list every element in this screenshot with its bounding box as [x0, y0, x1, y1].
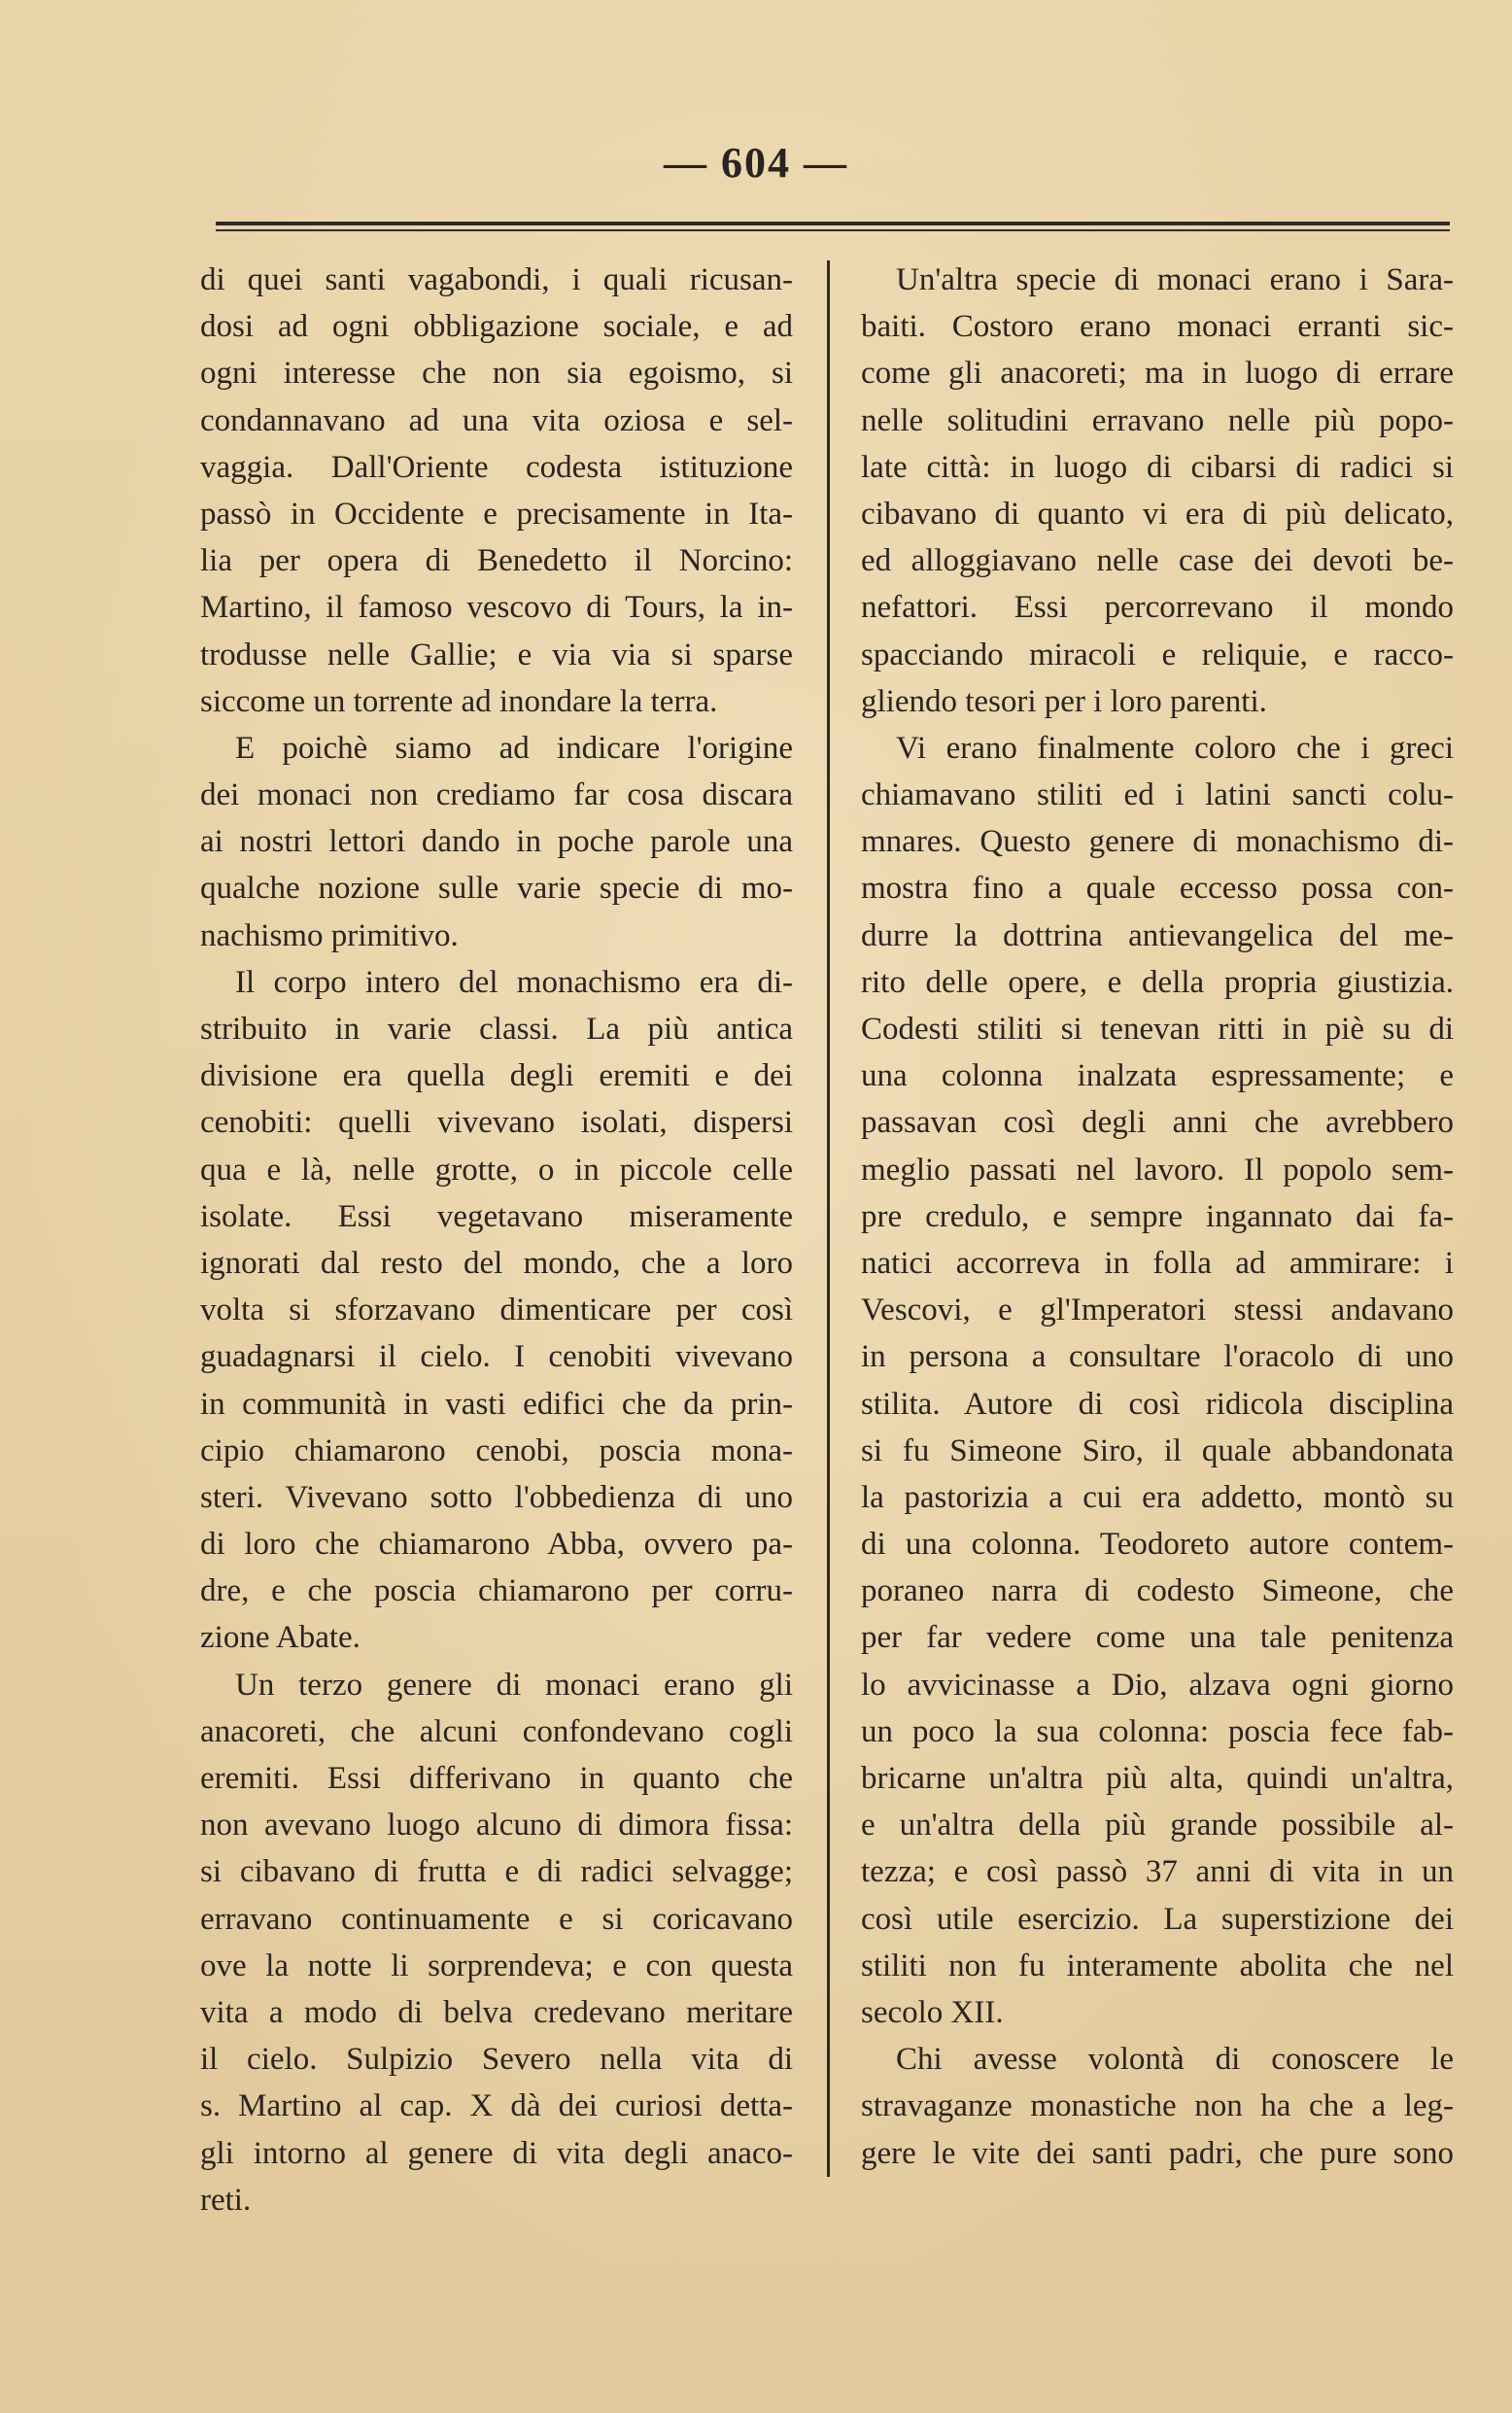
text-line: di quei santi vagabondi, i quali ricusan- — [200, 262, 793, 297]
text-line: durre la dottrina antievangelica del me- — [861, 917, 1454, 953]
text-line: in communità in vasti edifici che da prin- — [200, 1386, 793, 1422]
right-column — [861, 257, 1454, 2177]
text-line: gliendo tesori per i loro parenti. — [861, 683, 1267, 719]
text-line: poraneo narra di codesto Simeone, che — [861, 1573, 1454, 1609]
text-line: stribuito in varie classi. La più antica — [200, 1012, 793, 1047]
text-line: ignorati dal resto del mondo, che a loro — [200, 1245, 793, 1281]
text-line: Il corpo intero del monachismo era di- — [235, 964, 793, 1000]
text-line: cibavano di quanto vi era di più delicato, — [861, 496, 1454, 532]
text-line: in persona a consultare l'oracolo di uno — [861, 1339, 1454, 1375]
text-line: stiliti non fu interamente abolita che nel — [861, 1948, 1454, 1983]
text-line: volta si sforzavano dimenticare per così — [200, 1293, 793, 1328]
text-line: s. Martino al cap. X dà dei curiosi detta- — [200, 2088, 793, 2124]
text-line: si cibavano di frutta e di radici selvagge; — [200, 1854, 793, 1890]
text-line: ogni interesse che non sia egoismo, si — [200, 356, 793, 392]
text-line: reti. — [200, 2182, 252, 2218]
text-line: qua e là, nelle grotte, o in piccole celle — [200, 1152, 793, 1188]
text-line: spacciando miracoli e reliquie, e racco- — [861, 637, 1454, 672]
text-line: late città: in luogo di cibarsi di radici si — [861, 449, 1454, 485]
text-line: zione Abate. — [200, 1620, 361, 1656]
text-line: nefattori. Essi percorrevano il mondo — [861, 590, 1454, 626]
text-line: il cielo. Sulpizio Severo nella vita di — [200, 2042, 793, 2078]
text-line: ai nostri lettori dando in poche parole una — [200, 824, 793, 860]
text-line: Un'altra specie di monaci erano i Sara- — [896, 262, 1454, 297]
column-divider — [827, 260, 830, 2177]
text-line: per far vedere come una tale penitenza — [861, 1620, 1454, 1656]
text-line: la pastorizia a cui era addetto, montò su — [861, 1479, 1454, 1515]
text-line: isolate. Essi vegetavano miseramente — [200, 1198, 793, 1234]
text-line: erravano continuamente e si coricavano — [200, 1901, 793, 1937]
text-line: eremiti. Essi differivano in quanto che — [200, 1761, 793, 1796]
text-line: stravaganze monastiche non ha che a leg- — [861, 2088, 1454, 2124]
text-line: Martino, il famoso vescovo di Tours, la in- — [200, 590, 793, 626]
text-line: cenobiti: quelli vivevano isolati, dispersi — [200, 1105, 793, 1141]
text-line: lo avvicinasse a Dio, alzava ogni giorno — [861, 1667, 1454, 1703]
text-line: ed alloggiavano nelle case dei devoti be- — [861, 543, 1454, 579]
text-line: nelle solitudini erravano nelle più popo- — [861, 402, 1454, 438]
text-line: natici accorreva in folla ad ammirare: i — [861, 1245, 1454, 1281]
text-line: vita a modo di belva credevano meritare — [200, 1994, 793, 2030]
text-line: meglio passati nel lavoro. Il popolo sem- — [861, 1152, 1454, 1188]
text-line: così utile esercizio. La superstizione dei — [861, 1901, 1454, 1937]
text-line: bricarne un'altra più alta, quindi un'altra, — [861, 1761, 1454, 1796]
text-line: dre, e che poscia chiamarono per corru- — [200, 1573, 793, 1609]
header-rule-thin — [216, 229, 1450, 231]
text-line: nachismo primitivo. — [200, 917, 459, 953]
header-rule — [216, 222, 1450, 225]
text-line: passavan così degli anni che avrebbero — [861, 1105, 1454, 1141]
text-line: Chi avesse volontà di conoscere le — [896, 2042, 1454, 2078]
text-line: baiti. Costoro erano monaci erranti sic- — [861, 309, 1454, 345]
text-line: vaggia. Dall'Oriente codesta istituzione — [200, 449, 793, 485]
left-column — [200, 257, 793, 2223]
text-line: anacoreti, che alcuni confondevano cogli — [200, 1713, 793, 1749]
text-line: cipio chiamarono cenobi, poscia mona- — [200, 1432, 793, 1468]
text-line: come gli anacoreti; ma in luogo di errare — [861, 356, 1454, 392]
text-line: trodusse nelle Gallie; e via via si sparse — [200, 637, 793, 672]
text-line: stilita. Autore di così ridicola disciplina — [861, 1386, 1454, 1422]
text-line: passò in Occidente e precisamente in Ita- — [200, 496, 793, 532]
text-line: si fu Simeone Siro, il quale abbandonata — [861, 1432, 1454, 1468]
text-line: dosi ad ogni obbligazione sociale, e ad — [200, 309, 793, 345]
text-line: mostra fino a quale eccesso possa con- — [861, 871, 1454, 907]
text-line: mnares. Questo genere di monachismo di- — [861, 824, 1454, 860]
text-line: tezza; e così passò 37 anni di vita in un — [861, 1854, 1454, 1890]
text-line: steri. Vivevano sotto l'obbedienza di uno — [200, 1479, 793, 1515]
text-line: siccome un torrente ad inondare la terra. — [200, 683, 718, 719]
text-line: di loro che chiamarono Abba, ovvero pa- — [200, 1527, 793, 1563]
text-line: Vescovi, e gl'Imperatori stessi andavano — [861, 1293, 1454, 1328]
text-line: gere le vite dei santi padri, che pure sono — [861, 2135, 1454, 2171]
text-line: secolo XII. — [861, 1994, 1004, 2030]
text-line: lia per opera di Benedetto il Norcino: — [200, 543, 793, 579]
text-line: di una colonna. Teodoreto autore contem- — [861, 1527, 1454, 1563]
text-line: divisione era quella degli eremiti e dei — [200, 1058, 793, 1094]
text-line: ove la notte li sorprendeva; e con questa — [200, 1948, 793, 1983]
text-line: pre credulo, e sempre ingannato dai fa- — [861, 1198, 1454, 1234]
text-line: chiamavano stiliti ed i latini sancti colu- — [861, 777, 1454, 813]
text-line: non avevano luogo alcuno di dimora fissa: — [200, 1808, 793, 1844]
text-line: gli intorno al genere di vita degli anaco- — [200, 2135, 793, 2171]
text-line: Un terzo genere di monaci erano gli — [235, 1667, 793, 1703]
text-line: Codesti stiliti si tenevan ritti in piè su di — [861, 1012, 1454, 1047]
text-line: condannavano ad una vita oziosa e sel- — [200, 402, 793, 438]
text-line: una colonna inalzata espressamente; e — [861, 1058, 1454, 1094]
page-number: — 604 — — [664, 139, 848, 187]
text-line: e un'altra della più grande possibile al- — [861, 1808, 1454, 1844]
text-line: rito delle opere, e della propria giustizia. — [861, 964, 1454, 1000]
text-line: Vi erano finalmente coloro che i greci — [896, 730, 1454, 766]
text-line: guadagnarsi il cielo. I cenobiti vivevano — [200, 1339, 793, 1375]
text-line: E poichè siamo ad indicare l'origine — [235, 730, 793, 766]
text-line: qualche nozione sulle varie specie di mo- — [200, 871, 793, 907]
text-line: un poco la sua colonna: poscia fece fab- — [861, 1713, 1454, 1749]
text-line: dei monaci non crediamo far cosa discara — [200, 777, 793, 813]
